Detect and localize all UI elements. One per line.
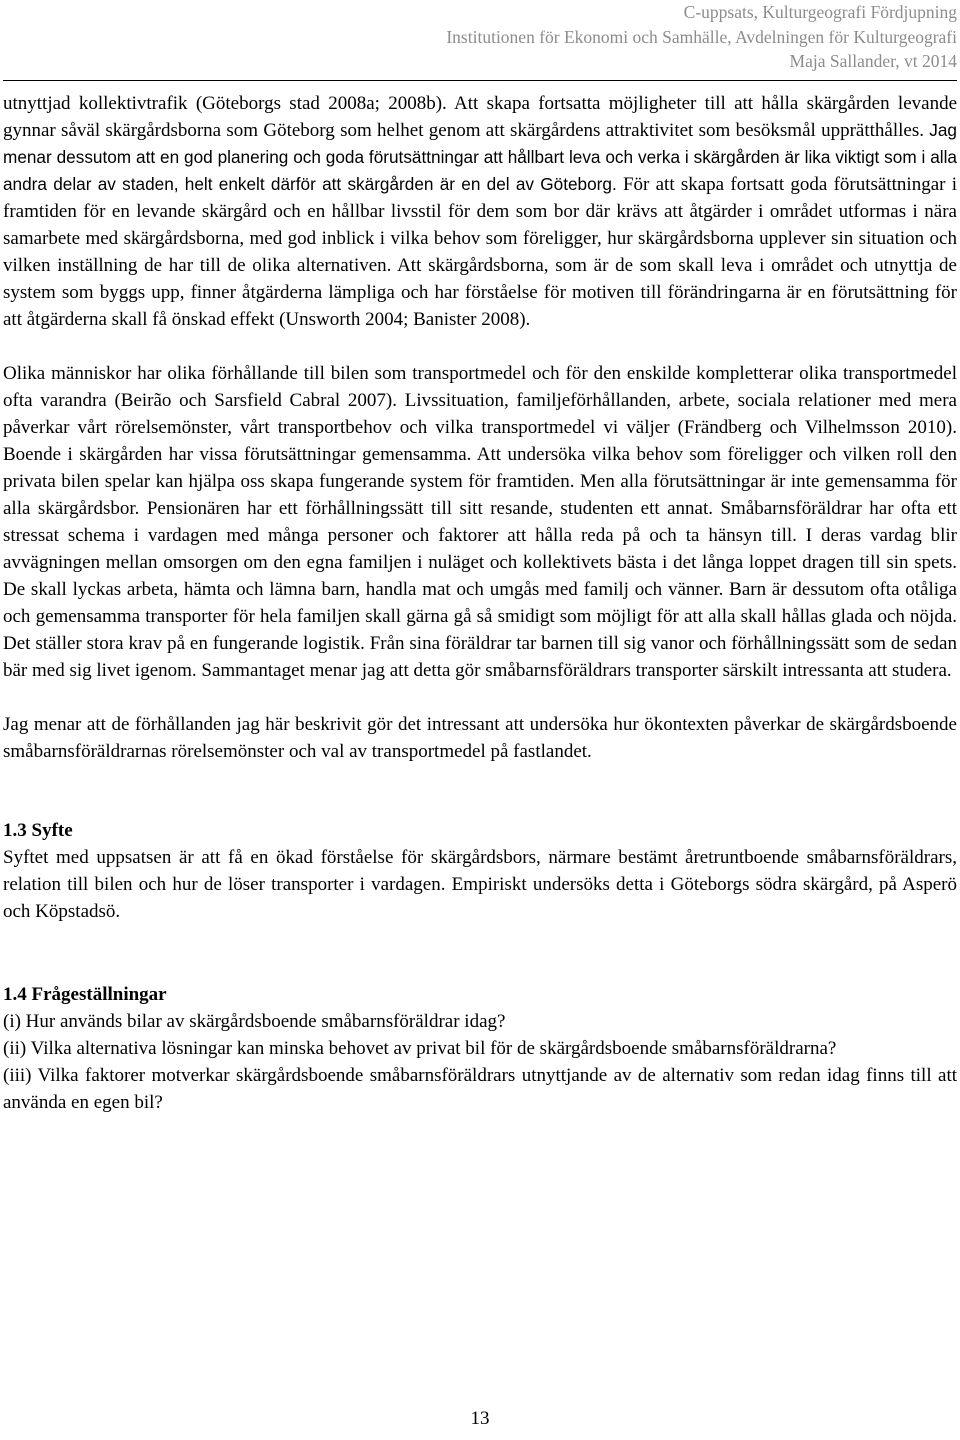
header-institution: Institutionen för Ekonomi och Samhälle, Avdelningen för Kulturgeografi [446, 26, 957, 47]
header-author: Maja Sallander, vt 2014 [789, 51, 957, 71]
section-heading-fragestallningar: 1.4 Frågeställningar [3, 984, 167, 1005]
paragraph-1-part-b: Jag menar dessutom att en god planering och goda förutsättningar att hållbart leva och verka i skärgården är lika viktigt som i alla andra delar av staden, helt enkelt därför att skärgården är en del av Göteborg. [3, 120, 957, 194]
page-number: 13 [470, 1408, 490, 1429]
page-body [3, 90, 957, 1116]
question-2: (ii) Vilka alternativa lösningar kan minska behovet av privat bil för de skärgårdsboende småbarnsföräldrarna? [3, 1038, 837, 1059]
question-1: (i) Hur används bilar av skärgårdsboende småbarnsföräldrar idag? [3, 1011, 506, 1032]
body-paragraph-3: Jag menar att de förhållanden jag här beskrivit gör det intressant att undersöka hur ökontexten påverkar de skärgårdsboende småbarnsföräldrarnas rörelsemönster och val av transportmedel på fastlandet. [3, 714, 957, 762]
page-header [257, 0, 957, 74]
syfte-paragraph: Syftet med uppsatsen är att få en ökad förståelse för skärgårdsbors, närmare bestämt åretruntboende småbarnsföräldrars, relation till bilen och hur de löser transporter i vardagen. Empiriskt undersöks detta i Göteborgs södra skärgård, på Asperö och Köpstadsö. [3, 847, 957, 922]
body-paragraph-2: Olika människor har olika förhållande till bilen som transportmedel och för den enskilde kompletterar olika transportmedel ofta varandra (Beirão och Sarsfield Cabral 2007). Livssituation, familjeförhållanden, arbete, sociala relationer med mera påverkar vårt rörelsemönster, vårt transportbehov och vilka transportmedel vi väljer (Frändberg och Vilhelmsson 2010). Boende i skärgården har vissa förutsättningar gemensamma. Att undersöka vilka behov som föreligger och vilken roll den privata bilen spelar kan hjälpa oss skapa fungerande system för framtiden. Men alla förutsättningar är inte gemensamma för alla skärgårdsbor. Pensionären har ett förhållningssätt till sitt resande, studenten ett annat. Småbarnsföräldrar har ofta ett stressat schema i vardagen med många personer och faktorer att hålla reda på och ta hänsyn till. I deras vardag blir avvägningen mellan omsorgen om den egna familjen i nuläget och kollektivets bästa i det långa loppet dragen till sin spets. De skall lyckas arbeta, hämta och lämna barn, handla mat och umgås med familj och vänner. Barn är dessutom ofta otåliga och gemensamma transporter för hela familjen skall gärna gå så smidigt som möjligt för att alla skall hållas glada och nöjda. Det ställer stora krav på en fungerande logistik. Från sina föräldrar tar barnen till sig vanor och förhållningssätt som de sedan bär med sig livet igenom. Sammantaget menar jag att detta gör småbarnsföräldrars transporter särskilt intressanta att studera. [3, 363, 957, 681]
paragraph-1-part-c: För att skapa fortsatt goda förutsättningar i framtiden för en levande skärgård och en hållbar livsstil för dem som bor där krävs att åtgärder i området utformas i nära samarbete med skärgårdsborna, med god inblick i vilka behov som föreligger, hur skärgårdsborna upplever sin situation och vilken inställning de har till de olika alternativen. Att skärgårdsborna, som är de som skall leva i området och utnyttja de system som byggs upp, finner åtgärderna lämpliga och har förståelse för motiven till förändringarna är en förutsättning för att åtgärderna skall få önskad effekt (Unsworth 2004; Banister 2008). [3, 174, 957, 330]
header-rule [3, 80, 957, 81]
header-course: C-uppsats, Kulturgeografi Fördjupning [683, 2, 957, 22]
paragraph-1-part-a: utnyttjad kollektivtrafik (Göteborgs stad 2008a; 2008b). Att skapa fortsatta möjligheter till att hålla skärgården levande gynnar såväl skärgårdsborna som Göteborg som helhet genom att skärgårdens attraktivitet som besöksmål upprätthålles. [3, 93, 957, 141]
section-heading-syfte: 1.3 Syfte [3, 820, 73, 841]
question-3: (iii) Vilka faktorer motverkar skärgårdsboende småbarnsföräldrars utnyttjande av de alternativ som redan idag finns till att använda en egen bil? [3, 1065, 957, 1113]
body-paragraph-1 [3, 90, 957, 333]
